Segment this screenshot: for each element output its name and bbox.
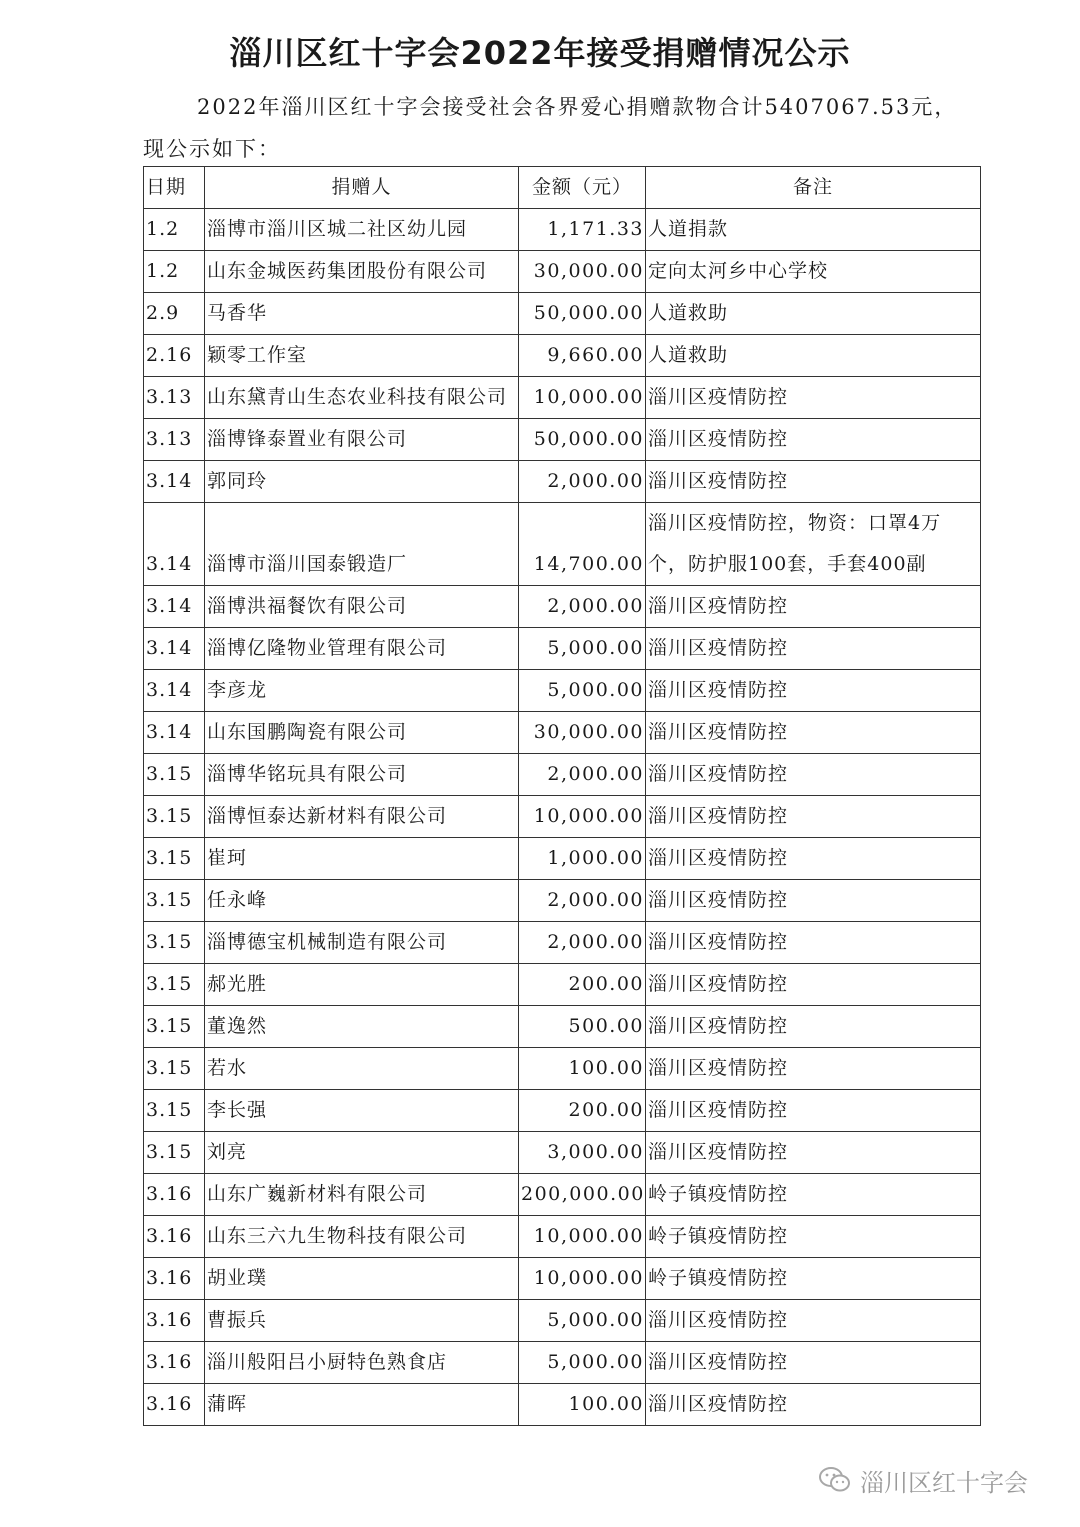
cell-donor: 山东金城医药集团股份有限公司 [205,251,519,293]
cell-date: 3.15 [144,880,205,922]
cell-note: 淄川区疫情防控 [646,754,981,796]
cell-donor: 淄博恒泰达新材料有限公司 [205,796,519,838]
table-body [144,209,981,1426]
cell-donor: 崔珂 [205,838,519,880]
cell-note: 淄川区疫情防控 [646,838,981,880]
cell-amount: 10,000.00 [519,796,646,838]
cell-note: 人道捐款 [646,209,981,251]
cell-donor: 若水 [205,1048,519,1090]
table-row [144,1132,981,1174]
cell-donor: 山东国鹏陶瓷有限公司 [205,712,519,754]
cell-amount: 5,000.00 [519,1342,646,1384]
cell-note: 人道救助 [646,335,981,377]
cell-date: 3.16 [144,1342,205,1384]
cell-date: 3.16 [144,1384,205,1426]
cell-amount: 1,171.33 [519,209,646,251]
table-row [144,1216,981,1258]
cell-amount: 100.00 [519,1048,646,1090]
cell-date: 3.15 [144,1048,205,1090]
cell-date: 3.14 [144,503,205,586]
cell-amount: 10,000.00 [519,377,646,419]
table-row [144,922,981,964]
intro-paragraph: 2022年淄川区红十字会接受社会各界爱心捐赠款物合计5407067.53元，现公示如下： [143,95,958,161]
table-row [144,838,981,880]
cell-amount: 200,000.00 [519,1174,646,1216]
cell-amount: 2,000.00 [519,880,646,922]
page-title: 淄川区红十字会2022年接受捐赠情况公示 [229,34,851,72]
cell-amount: 30,000.00 [519,251,646,293]
cell-donor: 任永峰 [205,880,519,922]
cell-note: 淄川区疫情防控 [646,922,981,964]
cell-date: 3.13 [144,377,205,419]
cell-amount: 10,000.00 [519,1258,646,1300]
cell-donor: 颖零工作室 [205,335,519,377]
cell-date: 3.16 [144,1216,205,1258]
cell-amount: 50,000.00 [519,419,646,461]
table-row [144,293,981,335]
table-row [144,1258,981,1300]
cell-note: 淄川区疫情防控 [646,586,981,628]
header-donor: 捐赠人 [205,167,519,209]
cell-amount: 500.00 [519,1006,646,1048]
cell-date: 3.14 [144,712,205,754]
cell-donor: 郭同玲 [205,461,519,503]
cell-note: 淄川区疫情防控 [646,670,981,712]
table-row [144,1300,981,1342]
cell-note: 淄川区疫情防控 [646,1342,981,1384]
cell-donor: 山东黛青山生态农业科技有限公司 [205,377,519,419]
cell-note: 淄川区疫情防控 [646,1090,981,1132]
cell-donor: 淄博市淄川国泰锻造厂 [205,503,519,586]
table-row [144,1090,981,1132]
table-row [144,335,981,377]
table-row [144,1174,981,1216]
wechat-icon [818,1465,852,1495]
cell-amount: 3,000.00 [519,1132,646,1174]
cell-date: 3.15 [144,1090,205,1132]
table-row [144,670,981,712]
cell-amount: 200.00 [519,964,646,1006]
table-row [144,796,981,838]
cell-note: 淄川区疫情防控 [646,1048,981,1090]
cell-donor: 李长强 [205,1090,519,1132]
cell-date: 3.14 [144,628,205,670]
cell-donor: 胡业璞 [205,1258,519,1300]
cell-date: 3.14 [144,461,205,503]
cell-date: 3.14 [144,670,205,712]
header-amount: 金额（元） [519,167,646,209]
donation-table [143,166,981,1426]
cell-amount: 5,000.00 [519,670,646,712]
cell-note: 淄川区疫情防控 [646,796,981,838]
table-row [144,628,981,670]
table-row [144,586,981,628]
cell-amount: 30,000.00 [519,712,646,754]
table-row [144,377,981,419]
cell-donor: 淄博锋泰置业有限公司 [205,419,519,461]
cell-donor: 曹振兵 [205,1300,519,1342]
cell-date: 3.13 [144,419,205,461]
cell-donor: 山东广巍新材料有限公司 [205,1174,519,1216]
cell-note: 淄川区疫情防控 [646,1006,981,1048]
cell-note: 淄川区疫情防控 [646,712,981,754]
header-date: 日期 [144,167,205,209]
table-row [144,461,981,503]
cell-donor: 蒲晖 [205,1384,519,1426]
cell-donor: 山东三六九生物科技有限公司 [205,1216,519,1258]
cell-note: 人道救助 [646,293,981,335]
table-row [144,880,981,922]
table-row [144,754,981,796]
cell-donor: 淄博市淄川区城二社区幼儿园 [205,209,519,251]
table-row [144,1342,981,1384]
cell-note: 淄川区疫情防控 [646,1300,981,1342]
header-note: 备注 [646,167,981,209]
cell-note: 淄川区疫情防控 [646,419,981,461]
cell-note: 淄川区疫情防控 [646,461,981,503]
cell-amount: 2,000.00 [519,922,646,964]
table-header-row [144,167,981,209]
cell-amount: 2,000.00 [519,754,646,796]
cell-note: 岭子镇疫情防控 [646,1258,981,1300]
cell-donor: 刘亮 [205,1132,519,1174]
cell-donor: 董逸然 [205,1006,519,1048]
table-row [144,503,981,586]
table-row [144,712,981,754]
cell-amount: 5,000.00 [519,628,646,670]
table-row [144,1006,981,1048]
cell-donor: 李彦龙 [205,670,519,712]
watermark-text: 淄川区红十字会 [860,1468,1028,1497]
cell-amount: 10,000.00 [519,1216,646,1258]
cell-note: 淄川区疫情防控 [646,628,981,670]
cell-donor: 淄博洪福餐饮有限公司 [205,586,519,628]
cell-date: 3.15 [144,796,205,838]
cell-amount: 9,660.00 [519,335,646,377]
cell-date: 3.15 [144,1132,205,1174]
cell-note: 淄川区疫情防控 [646,377,981,419]
cell-note: 淄川区疫情防控，物资：口罩4万个，防护服100套，手套400副 [646,503,981,586]
cell-date: 3.15 [144,838,205,880]
cell-note: 淄川区疫情防控 [646,1132,981,1174]
cell-amount: 5,000.00 [519,1300,646,1342]
cell-date: 1.2 [144,209,205,251]
table-row [144,1384,981,1426]
cell-date: 3.15 [144,1006,205,1048]
cell-amount: 100.00 [519,1384,646,1426]
cell-date: 3.16 [144,1258,205,1300]
cell-note: 淄川区疫情防控 [646,1384,981,1426]
cell-donor: 淄博华铭玩具有限公司 [205,754,519,796]
cell-donor: 淄博德宝机械制造有限公司 [205,922,519,964]
table-row [144,209,981,251]
cell-amount: 2,000.00 [519,461,646,503]
cell-donor: 淄博亿隆物业管理有限公司 [205,628,519,670]
table-row [144,251,981,293]
cell-date: 3.16 [144,1174,205,1216]
cell-date: 3.15 [144,922,205,964]
cell-note: 淄川区疫情防控 [646,880,981,922]
cell-donor: 郝光胜 [205,964,519,1006]
cell-note: 岭子镇疫情防控 [646,1174,981,1216]
cell-donor: 马香华 [205,293,519,335]
cell-note: 淄川区疫情防控 [646,964,981,1006]
cell-note: 岭子镇疫情防控 [646,1216,981,1258]
cell-amount: 14,700.00 [519,503,646,586]
cell-date: 3.15 [144,964,205,1006]
cell-date: 2.16 [144,335,205,377]
cell-amount: 1,000.00 [519,838,646,880]
table-row [144,1048,981,1090]
cell-date: 3.15 [144,754,205,796]
cell-date: 2.9 [144,293,205,335]
cell-donor: 淄川般阳吕小厨特色熟食店 [205,1342,519,1384]
cell-date: 1.2 [144,251,205,293]
cell-amount: 200.00 [519,1090,646,1132]
cell-amount: 50,000.00 [519,293,646,335]
cell-date: 3.16 [144,1300,205,1342]
account-watermark [818,1462,1028,1498]
cell-amount: 2,000.00 [519,586,646,628]
table-row [144,419,981,461]
table-row [144,964,981,1006]
cell-note: 定向太河乡中心学校 [646,251,981,293]
cell-date: 3.14 [144,586,205,628]
